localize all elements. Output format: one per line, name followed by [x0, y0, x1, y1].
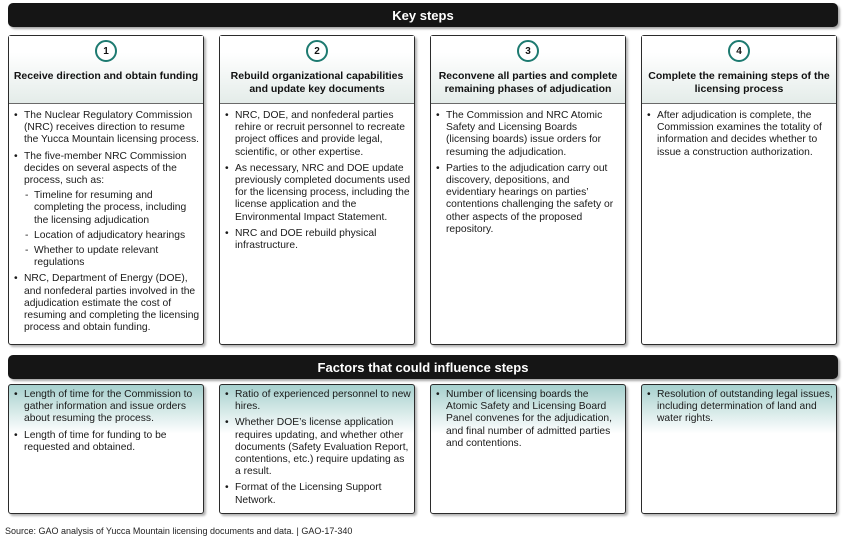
list-item: • The Commission and NRC Atomic Safety and Licensing Boards (licensing boards) issue orders for resuming the adjudication. [436, 110, 622, 159]
factor-card-1 [8, 384, 204, 514]
list-item: • NRC and DOE rebuild physical infrastructure. [225, 228, 411, 252]
sub-list-item: - Location of adjudicatory hearings [24, 230, 200, 242]
key-steps-banner: Key steps [8, 3, 838, 27]
list-item: • The five-member NRC Commission decides on several aspects of the process, such as: - Timeline for resuming and completing the process, including the licensing adjudication - Location of adjudicatory hearings - Whether to update relevant regulations [14, 151, 200, 270]
step-header [431, 36, 625, 104]
step-title: Complete the remaining steps of the licensing process [648, 70, 830, 95]
source-note: Source: GAO analysis of Yucca Mountain licensing documents and data. | GAO-17-340 [5, 526, 353, 536]
step-body [225, 110, 411, 256]
factors-banner: Factors that could influence steps [8, 355, 838, 379]
list-item: • After adjudication is complete, the Commission examines the totality of information and decides whether to issue a construction authorization. [647, 110, 833, 159]
step-title: Reconvene all parties and complete remaining phases of adjudication [438, 70, 618, 95]
list-item: • Format of the Licensing Support Network. [225, 482, 411, 506]
step-card-1 [8, 35, 204, 345]
step-number-badge: 3 [517, 40, 539, 62]
sub-list-item: - Timeline for resuming and completing the process, including the licensing adjudication [24, 190, 200, 227]
list-item: • Ratio of experienced personnel to new hires. [225, 389, 411, 413]
step-number-badge: 4 [728, 40, 750, 62]
list-item: • Whether DOE’s license application requires updating, and whether other documents (Safety Evaluation Report, contentions, etc.) require updating as a result. [225, 417, 411, 478]
step-header [220, 36, 414, 104]
factor-card-4 [641, 384, 837, 514]
list-item: • NRC, DOE, and nonfederal parties rehire or recruit personnel to recreate project offices and provide legal, scientific, or other expertise. [225, 110, 411, 159]
factor-card-2 [219, 384, 415, 514]
list-item: • Length of time for funding to be requested and obtained. [14, 430, 200, 454]
step-title: Receive direction and obtain funding [13, 70, 199, 82]
step-header [642, 36, 836, 104]
step-title: Rebuild organizational capabilities and update key documents [230, 70, 404, 95]
list-item: • The Nuclear Regulatory Commission (NRC) receives direction to resume the Yucca Mountain licensing process. [14, 110, 200, 147]
list-item: • Number of licensing boards the Atomic Safety and Licensing Board Panel convenes for the adjudication, and final number of admitted parties and contentions. [436, 389, 622, 450]
list-item: • Resolution of outstanding legal issues, including determination of land and water rights. [647, 389, 833, 426]
step-card-4 [641, 35, 837, 345]
list-item: • Parties to the adjudication carry out discovery, depositions, and evidentiary hearings on parties’ contentions challenging the safety or other aspects of the proposed repository. [436, 163, 622, 236]
step-card-2 [219, 35, 415, 345]
sub-list-item: - Whether to update relevant regulations [24, 245, 200, 269]
factor-card-3 [430, 384, 626, 514]
step-header [9, 36, 203, 104]
list-item: • NRC, Department of Energy (DOE), and nonfederal parties involved in the adjudication estimate the cost of resuming and completing the licensing process and obtain funding. [14, 273, 200, 334]
list-item: • Length of time for the Commission to gather information and issue orders about resuming the process. [14, 389, 200, 426]
step-body [436, 110, 622, 240]
step-number-badge: 1 [95, 40, 117, 62]
step-card-3 [430, 35, 626, 345]
step-body [14, 110, 200, 338]
list-item: • As necessary, NRC and DOE update previously completed documents used for the licensing process, including the license application and the Environmental Impact Statement. [225, 163, 411, 224]
step-body [647, 110, 833, 163]
step-number-badge: 2 [306, 40, 328, 62]
